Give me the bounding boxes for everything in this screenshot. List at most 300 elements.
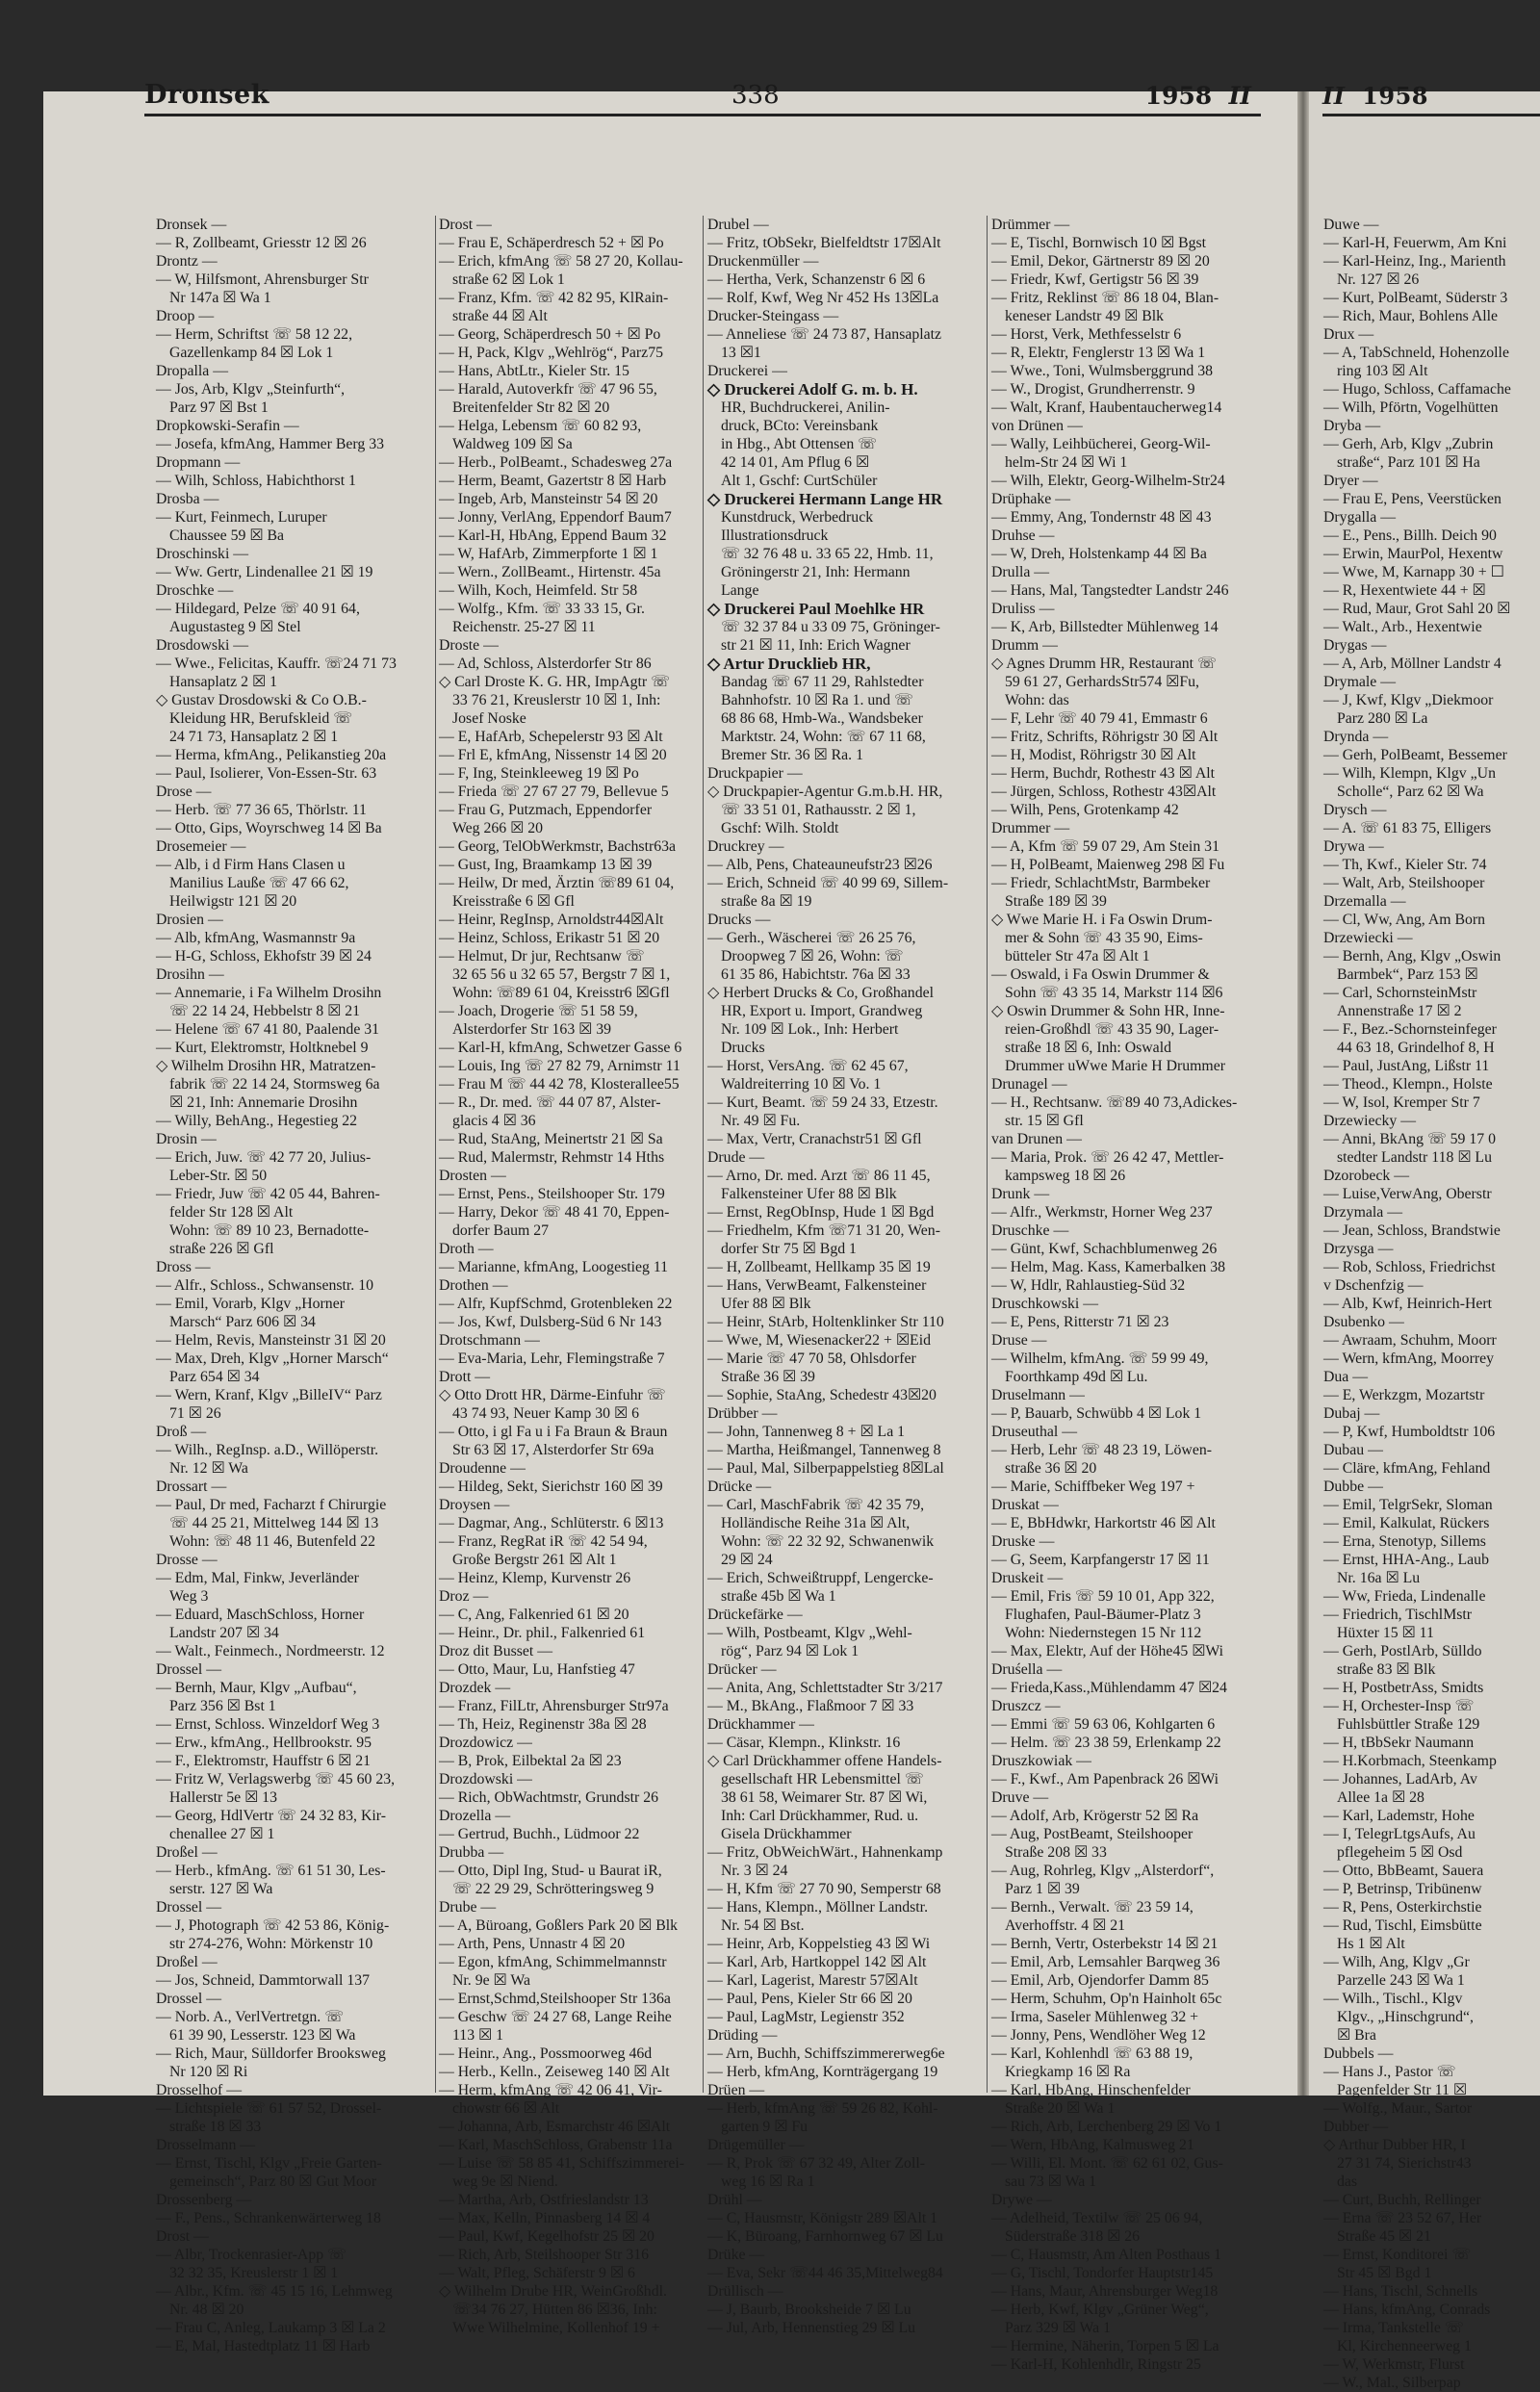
directory-entry-line: — Franz, RegRat iR ☏ 42 54 94, <box>439 1533 648 1550</box>
directory-entry-line: chenallee 27 ☒ 1 <box>169 1826 275 1842</box>
directory-entry-line: 38 61 58, Weimarer Str. 87 ☒ Wi, <box>721 1789 928 1806</box>
directory-entry-line: — Karl-H, kfmAng, Schwetzer Gasse 6 <box>439 1040 682 1056</box>
directory-entry-line: — Bernh, Maur, Klgv „Aufbau“, <box>156 1680 357 1696</box>
directory-entry-line: Droopweg 7 ☒ 26, Wohn: ☏ <box>721 948 904 965</box>
directory-entry-line: — E, BbHdwkr, Harkortstr 46 ☒ Alt <box>991 1515 1216 1531</box>
directory-entry-line: — W., Mal., Silberpap <box>1323 2375 1461 2391</box>
directory-entry-line: — Alb, i d Firm Hans Clasen u <box>156 857 346 873</box>
directory-heading: Drüphake — <box>991 491 1071 507</box>
directory-heading: Drosien — <box>156 912 223 928</box>
directory-entry-line: — Kurt, Feinmech, Luruper <box>156 509 327 526</box>
directory-entry-line: Wohn: Niedernstegen 15 Nr 112 <box>1005 1625 1202 1641</box>
directory-entry-line: Straße 208 ☒ 33 <box>1005 1844 1107 1861</box>
directory-entry-line: — Gerh, PolBeamt, Bessemer <box>1323 747 1507 763</box>
directory-entry-line: — H., Rechtsanw. ☏89 40 73,Adickes- <box>991 1094 1238 1111</box>
directory-entry-line: — Marie, Schiffbeker Weg 197 + <box>991 1479 1195 1495</box>
directory-entry-line: — H, PolBeamt, Maienweg 298 ☒ Fu <box>991 857 1225 873</box>
directory-entry-line: Parz 654 ☒ 34 <box>169 1369 260 1385</box>
directory-entry-line: — Gerh, Arb, Klgv „Zubrin <box>1323 436 1494 452</box>
directory-heading: Druskat — <box>991 1497 1059 1513</box>
directory-heading: Druliss — <box>991 601 1055 617</box>
directory-heading: Drux — <box>1323 326 1374 343</box>
directory-entry-line: — Karl, Arb, Hartkoppel 142 ☒ Alt <box>707 1954 927 1970</box>
directory-heading: Drulla — <box>991 564 1050 580</box>
directory-heading: Drumm — <box>991 637 1058 654</box>
page-title: Dronsek <box>144 80 270 110</box>
directory-entry-line: Wohn: ☏ 22 32 92, Schwanenwik <box>721 1533 935 1550</box>
directory-entry-line: — Frau E, Pens, Veerstücken <box>1323 491 1502 507</box>
directory-entry-line: — Rud, Maur, Grot Sahl 20 ☒ <box>1323 601 1511 617</box>
directory-heading: Droz dit Busset — <box>439 1643 553 1659</box>
directory-entry-line: Breitenfelder Str 82 ☒ 20 <box>452 399 610 416</box>
directory-heading: Drubba — <box>439 1844 504 1861</box>
directory-entry-line: 42 14 01, Am Pflug 6 ☒ <box>721 454 870 471</box>
directory-entry-line: ☒ 21, Inh: Annemarie Drosihn <box>169 1094 358 1111</box>
directory-heading: Dropkowski-Serafin — <box>156 418 299 434</box>
directory-entry-line: ◇ Wwe Marie H. i Fa Oswin Drum- <box>991 912 1213 928</box>
directory-entry-line: Nr. 54 ☒ Bst. <box>721 1917 805 1934</box>
directory-entry-line: — Herm, Schriftst ☏ 58 12 22, <box>156 326 353 343</box>
directory-entry-line: Scholle“, Parz 62 ☒ Wa <box>1337 784 1484 800</box>
directory-entry-line: — Harald, Autoverkfr ☏ 47 96 55, <box>439 381 657 398</box>
directory-entry-line: — Emil, TelgrSekr, Sloman <box>1323 1497 1493 1513</box>
directory-entry-line: garten 9 ☒ Fu <box>721 2119 808 2135</box>
directory-entry-line: Nr. 12 ☒ Wa <box>169 1460 248 1477</box>
directory-entry-line: — Helm, Mag. Kass, Kamerbalken 38 <box>991 1259 1226 1275</box>
directory-entry-line: Marktstr. 24, Wohn: ☏ 67 11 68, <box>721 729 926 745</box>
directory-entry-line: — Herb., PolBeamt., Schadesweg 27a <box>439 454 673 471</box>
directory-entry-line: — E, Werkzgm, Mozartstr <box>1323 1387 1485 1403</box>
directory-entry-line: — Karl, Lademstr, Hohe <box>1323 1808 1475 1824</box>
directory-heading: Drott — <box>439 1369 491 1385</box>
directory-entry-line: straße 8a ☒ 19 <box>721 893 812 910</box>
directory-entry-line: — Wilh, Pförtn, Vogelhütten <box>1323 399 1499 416</box>
directory-column-4 <box>991 216 1297 2373</box>
directory-entry-line: serstr. 127 ☒ Wa <box>169 1881 273 1897</box>
directory-heading: Dsubenko — <box>1323 1314 1404 1330</box>
directory-heading: Drosin — <box>156 1131 217 1147</box>
directory-heading: Drozdowicz — <box>439 1735 532 1751</box>
directory-heading: Druschke — <box>991 1222 1069 1239</box>
directory-entry-line: — J, Photograph ☏ 42 53 86, König- <box>156 1917 390 1934</box>
directory-entry-line: straße 18 ☒ 6, Inh: Oswald <box>1005 1040 1171 1056</box>
directory-entry-line: — Hans, AbtLtr., Kieler Str. 15 <box>439 363 629 379</box>
directory-entry-line: — Luise,VerwAng, Oberstr <box>1323 1186 1492 1202</box>
directory-entry-line: — Anneliese ☏ 24 73 87, Hansaplatz <box>707 326 942 343</box>
directory-entry-line: — Hildegard, Pelze ☏ 40 91 64, <box>156 601 360 617</box>
directory-entry-line: — W, Hilfsmont, Ahrensburger Str <box>156 271 369 288</box>
directory-entry-line: Annenstraße 17 ☒ 2 <box>1337 1003 1462 1019</box>
directory-entry-line: — Ad, Schloss, Alsterdorfer Str 86 <box>439 656 652 672</box>
directory-heading: Droysen — <box>439 1497 510 1513</box>
directory-entry-line: — Lichtspiele ☏ 61 57 52, Drossel- <box>156 2100 382 2117</box>
directory-heading: Dubber — <box>1323 2119 1389 2135</box>
directory-entry-line: gesellschaft HR Lebensmittel ☏ <box>721 1771 924 1788</box>
directory-entry-line: Holländische Reihe 31a ☒ Alt, <box>721 1515 911 1531</box>
directory-entry-line: — Emmy, Ang, Tondernstr 48 ☒ 43 <box>991 509 1212 526</box>
directory-entry-line: — Bernh., Verwalt. ☏ 23 59 14, <box>991 1899 1194 1916</box>
directory-entry-line: — R, Pens, Osterkirchstie <box>1323 1899 1482 1916</box>
directory-entry-line: Weg 3 <box>169 1588 209 1605</box>
directory-entry-line: — Wwe, M, Wiesenacker22 + ☒Eid <box>707 1332 931 1349</box>
directory-entry-line: — Albr, Trockenrasier-App ☏ <box>156 2247 346 2263</box>
directory-entry-line: Parzelle 243 ☒ Wa 1 <box>1337 1972 1465 1989</box>
directory-entry-line: Klgv., „Hinschgrund“, <box>1337 2009 1474 2025</box>
directory-heading: Dross — <box>156 1259 211 1275</box>
directory-entry-line: — B, Prok, Eilbektal 2a ☒ 23 <box>439 1753 622 1769</box>
directory-heading: Dryba — <box>1323 418 1381 434</box>
directory-entry-line: — Fritz, ObWeichWärt., Hahnenkamp <box>707 1844 943 1861</box>
directory-entry-line: — Gust, Ing, Braamkamp 13 ☒ 39 <box>439 857 653 873</box>
directory-entry-line: — Helm, Revis, Mansteinstr 31 ☒ 20 <box>156 1332 386 1349</box>
directory-entry-line: — Friedhelm, Kfm ☏71 31 20, Wen- <box>707 1222 940 1239</box>
directory-entry-line: — Ernst, Tischl, Klgv „Freie Garten- <box>156 2155 382 2172</box>
directory-entry-line: — Friedr, Kwf, Gertigstr 56 ☒ 39 <box>991 271 1199 288</box>
directory-heading: Drosdowski — <box>156 637 249 654</box>
directory-entry-line: — Rich, Maur, Bohlens Alle <box>1323 308 1499 324</box>
directory-entry-line: Gisela Drückhammer <box>721 1826 852 1842</box>
directory-entry-line: Str 45 ☒ Bgd 1 <box>1337 2265 1432 2281</box>
directory-entry-line: Hallerstr 5e ☒ 13 <box>169 1789 277 1806</box>
directory-entry-line: ◇ Carl Drückhammer offene Handels- <box>707 1753 942 1769</box>
directory-entry-line: — Helga, Lebensm ☏ 60 82 93, <box>439 418 642 434</box>
directory-entry-line: — Joach, Drogerie ☏ 51 58 59, <box>439 1003 638 1019</box>
directory-heading: van Drunen — <box>991 1131 1082 1147</box>
directory-entry-line: — Ww. Gertr, Lindenallee 21 ☒ 19 <box>156 564 373 580</box>
directory-entry-line: — Erich, Schneid ☏ 40 99 69, Sillem- <box>707 875 949 891</box>
right-header-text <box>1322 82 1428 110</box>
right-volume: II <box>1322 82 1346 110</box>
directory-entry-line: — John, Tannenweg 8 + ☒ La 1 <box>707 1424 906 1440</box>
directory-entry-line: — W, Dreh, Holstenkamp 44 ☒ Ba <box>991 546 1207 562</box>
directory-entry-line: mer & Sohn ☏ 43 35 90, Eims- <box>1005 930 1203 946</box>
directory-entry-line: Allee 1a ☒ 28 <box>1337 1789 1424 1806</box>
directory-entry-line: ◇ Carl Droste K. G. HR, ImpAgtr ☏ <box>439 674 670 690</box>
directory-entry-line: — Heilw, Dr med, Ärztin ☏89 61 04, <box>439 875 675 891</box>
directory-entry-line: ◇ Druckpapier-Agentur G.m.b.H. HR, <box>707 784 943 800</box>
directory-heading: Drozella — <box>439 1808 511 1824</box>
directory-entry-line: Straße 36 ☒ 39 <box>721 1369 815 1385</box>
directory-heading: Droop — <box>156 308 215 324</box>
directory-entry-line: — Ernst,Schmd,Steilshooper Str 136a <box>439 1991 671 2007</box>
directory-entry-line: — Wilh, Schloss, Habichthorst 1 <box>156 473 356 489</box>
directory-entry-line: sau 73 ☒ Wa 1 <box>1005 2173 1097 2190</box>
directory-heading: Drotschmann — <box>439 1332 540 1349</box>
directory-entry-line: — Curt, Buchh, Rellinger <box>1323 2192 1481 2208</box>
directory-entry-line: — Erna ☏ 23 52 67, Her <box>1323 2210 1482 2226</box>
directory-entry-line: — Rolf, Kwf, Weg Nr 452 Hs 13☒La <box>707 290 939 306</box>
directory-entry-line: dorfer Str 75 ☒ Bgd 1 <box>721 1241 857 1257</box>
directory-entry-line: — Carl, MaschFabrik ☏ 42 35 79, <box>707 1497 925 1513</box>
directory-entry-line: — Ernst, Schloss. Winzeldorf Weg 3 <box>156 1716 380 1733</box>
directory-entry-line: ◇ Herbert Drucks & Co, Großhandel <box>707 985 935 1001</box>
directory-heading: Drothen — <box>439 1277 508 1294</box>
directory-entry-line: — Otto, i gl Fa u i Fa Braun & Braun <box>439 1424 668 1440</box>
directory-entry-line: — H, PostbetrAss, Smidts <box>1323 1680 1484 1696</box>
directory-entry-line: 32 65 56 u 32 65 57, Bergstr 7 ☒ 1, <box>452 966 671 983</box>
directory-entry-line: — Eva-Maria, Lehr, Flemingstraße 7 <box>439 1350 665 1367</box>
directory-entry-line: — Anni, BkAng ☏ 59 17 0 <box>1323 1131 1497 1147</box>
directory-entry-line: Flughafen, Paul-Bäumer-Platz 3 <box>1005 1607 1201 1623</box>
directory-entry-line: 24 71 73, Hansaplatz 2 ☒ 1 <box>169 729 339 745</box>
directory-entry-line: — Wolfg., Maur., Sartor <box>1323 2100 1473 2117</box>
directory-entry-line: — H, Kfm ☏ 27 70 90, Semperstr 68 <box>707 1881 941 1897</box>
directory-entry-line: — Erich, Schweißtruppf, Lengercke- <box>707 1570 934 1586</box>
directory-heading: Drzewiecky — <box>1323 1113 1417 1129</box>
directory-heading: Dryer — <box>1323 473 1378 489</box>
directory-entry-line: 44 63 18, Grindelhof 8, H <box>1337 1040 1495 1056</box>
directory-heading: Drühl — <box>707 2192 762 2208</box>
directory-entry-line: str 21 ☒ 11, Inh: Erich Wagner <box>721 637 911 654</box>
directory-entry-line: — E, Pens, Ritterstr 71 ☒ 23 <box>991 1314 1169 1330</box>
directory-entry-line: ◇ Otto Drott HR, Därme-Einfuhr ☏ <box>439 1387 666 1403</box>
directory-entry-line: Str 63 ☒ 17, Alsterdorfer Str 69a <box>452 1442 654 1458</box>
directory-entry-line: Nr. 9e ☒ Wa <box>452 1972 531 1989</box>
directory-entry-line: Josef Noske <box>452 710 526 727</box>
directory-entry-line: — Helmut, Dr jur, Rechtsanw ☏ <box>439 948 645 965</box>
directory-entry-line: — Erich, kfmAng ☏ 58 27 20, Kollau- <box>439 253 683 270</box>
directory-entry-line: Alt 1, Gschf: CurtSchüler <box>721 473 878 489</box>
directory-entry-line: — Johanna, Arb, Esmarchstr 46 ☒Alt <box>439 2119 671 2135</box>
directory-heading: Druckrey — <box>707 838 784 855</box>
directory-heading: Drozdek — <box>439 1680 511 1696</box>
directory-entry-line: — Louis, Ing ☏ 27 82 79, Arnimstr 11 <box>439 1058 680 1074</box>
directory-entry-line: — W, Hdlr, Rahlaustieg-Süd 32 <box>991 1277 1186 1294</box>
directory-entry-line: — Emil, Kalkulat, Rückers <box>1323 1515 1490 1531</box>
directory-entry-line: — Bernh, Vertr, Osterbekstr 14 ☒ 21 <box>991 1936 1219 1952</box>
directory-entry-line: Barmbek“, Parz 153 ☒ <box>1337 966 1478 983</box>
directory-heading: Drucks — <box>707 912 771 928</box>
directory-entry-line: chowstr 66 ☒ Alt <box>452 2100 560 2117</box>
directory-entry-line: — Ernst, Konditorei ☏ <box>1323 2247 1472 2263</box>
directory-entry-line: — K, Arb, Billstedter Mühlenweg 14 <box>991 619 1219 635</box>
directory-entry-line: — Karl-H, HbAng, Eppend Baum 32 <box>439 527 667 544</box>
directory-entry-line: Manilius Lauße ☏ 47 66 62, <box>169 875 349 891</box>
directory-entry-line: — Friedr, Juw ☏ 42 05 44, Bahren- <box>156 1186 380 1202</box>
directory-entry-line: ☏ 44 25 21, Mittelweg 144 ☒ 13 <box>169 1515 379 1531</box>
directory-entry-line: straße 45b ☒ Wa 1 <box>721 1588 836 1605</box>
directory-entry-line: Gschf: Wilh. Stoldt <box>721 820 839 836</box>
directory-entry-line: — P, Bauarb, Schwübb 4 ☒ Lok 1 <box>991 1405 1202 1422</box>
directory-entry-line: Fuhlsbüttler Straße 129 <box>1337 1716 1480 1733</box>
volume-text: II <box>1228 82 1251 110</box>
directory-entry-line: Nr. 127 ☒ 26 <box>1337 271 1420 288</box>
directory-entry-line: ☏ 22 29 29, Schrötteringsweg 9 <box>452 1881 654 1897</box>
directory-entry-line: 43 74 93, Neuer Kamp 30 ☒ 6 <box>452 1405 640 1422</box>
directory-entry-line: — Wilh, Elektr, Georg-Wilhelm-Str24 <box>991 473 1225 489</box>
directory-entry-line: — Maria, Prok. ☏ 26 42 47, Mettler- <box>991 1149 1224 1166</box>
directory-entry-line: — C, Hausmstr, Am Alten Posthaus 1 <box>991 2247 1221 2263</box>
directory-entry-line: — Rich, Arb, Steilshooper Str 316 <box>439 2247 650 2263</box>
directory-entry-line: — Wwe., Felicitas, Kauffr. ☏24 71 73 <box>156 656 397 672</box>
directory-entry-line: pflegeheim 5 ☒ Osd <box>1337 1844 1463 1861</box>
directory-entry-line: — W., Drogist, Grundherrenstr. 9 <box>991 381 1195 398</box>
directory-entry-line: ◇ Artur Drucklieb HR, <box>707 655 871 673</box>
directory-entry-line: — Th, Kwf., Kieler Str. 74 <box>1323 857 1487 873</box>
directory-entry-line: Waldreiterring 10 ☒ Vo. 1 <box>721 1076 882 1093</box>
directory-entry-line: — H-G, Schloss, Ekhofstr 39 ☒ 24 <box>156 948 372 965</box>
directory-entry-line: — Arn, Buchh, Schiffszimmererweg6e <box>707 2045 945 2062</box>
directory-entry-line: — Karl, Kohlenhdl ☏ 63 88 19, <box>991 2045 1194 2062</box>
directory-entry-line: — F., Kwf., Am Papenbrack 26 ☒Wi <box>991 1771 1219 1788</box>
directory-entry-line: weg 16 ☒ Ra 1 <box>721 2173 815 2190</box>
directory-entry-line: Kleidung HR, Berufskleid ☏ <box>169 710 352 727</box>
directory-entry-line: — Fritz, tObSekr, Bielfeldtstr 17☒Alt <box>707 235 941 251</box>
directory-entry-line: — Dagmar, Ang., Schlüterstr. 6 ☒13 <box>439 1515 664 1531</box>
directory-entry-line: 68 86 68, Hmb-Wa., Wandsbeker <box>721 710 923 727</box>
directory-entry-line: ☒ Bra <box>1337 2027 1376 2044</box>
directory-entry-line: straße 18 ☒ 33 <box>169 2119 262 2135</box>
directory-entry-line: — E, Tischl, Bornwisch 10 ☒ Bgst <box>991 235 1207 251</box>
directory-entry-line: — Georg, Schäperdresch 50 + ☒ Po <box>439 326 661 343</box>
directory-entry-line: — Gerh., Wäscherei ☏ 26 25 76, <box>707 930 916 946</box>
directory-entry-line: — Emmi ☏ 59 63 06, Kohlgarten 6 <box>991 1716 1216 1733</box>
directory-heading: Druskeit — <box>991 1570 1064 1586</box>
directory-entry-line: rög“, Parz 94 ☒ Lok 1 <box>721 1643 860 1659</box>
directory-entry-line: — Anita, Ang, Schlettstadter Str 3/217 <box>707 1680 943 1696</box>
directory-entry-line: — Adolf, Arb, Krögerstr 52 ☒ Ra <box>991 1808 1199 1824</box>
directory-entry-line: — Frau C, Anleg, Laukamp 3 ☒ La 2 <box>156 2320 386 2336</box>
directory-entry-line: — Heinr, StArb, Holtenklinker Str 110 <box>707 1314 944 1330</box>
directory-entry-line: — Hans, Tischl, Schnells <box>1323 2283 1478 2300</box>
directory-entry-line: — Rich, Maur, Sülldorfer Brooksweg <box>156 2045 386 2062</box>
directory-entry-line: — Heinz, Klemp, Kurvenstr 26 <box>439 1570 631 1586</box>
directory-entry-line: — Geschw ☏ 24 27 68, Lange Reihe <box>439 2009 672 2025</box>
directory-heading: Drzysga — <box>1323 1241 1394 1257</box>
directory-entry-line: — Irma, Saseler Mühlenweg 32 + <box>991 2009 1199 2025</box>
directory-entry-line: — Wilh, Klempn, Klgv „Un <box>1323 765 1496 782</box>
directory-entry-line: — Alb, kfmAng, Wasmannstr 9a <box>156 930 356 946</box>
directory-entry-line: ◇ Druckerei Hermann Lange HR <box>707 490 943 508</box>
directory-entry-line: Parz 356 ☒ Bst 1 <box>169 1698 276 1714</box>
directory-entry-line: — Wilhelm, kfmAng. ☏ 59 99 49, <box>991 1350 1209 1367</box>
directory-heading: Drossel — <box>156 1991 222 2007</box>
directory-entry-line: — Friedrich, TischlMstr <box>1323 1607 1473 1623</box>
directory-entry-line: — Wwe., Toni, Wulmsberggrund 38 <box>991 363 1214 379</box>
directory-heading: Druhse — <box>991 527 1055 544</box>
directory-heading: Drossart — <box>156 1479 227 1495</box>
directory-entry-line: — Edm, Mal, Finkw, Jeverländer <box>156 1570 359 1586</box>
directory-entry-line: — A, Büroang, Goßlers Park 20 ☒ Blk <box>439 1917 679 1934</box>
directory-entry-line: Wohn: ☏ 48 11 46, Butenfeld 22 <box>169 1533 376 1550</box>
directory-entry-line: — R, Prok ☏ 67 32 49, Alter Zoll- <box>707 2155 925 2172</box>
directory-entry-line: — Emil, Dekor, Gärtnerstr 89 ☒ 20 <box>991 253 1210 270</box>
directory-entry-line: — Arth, Pens, Unnastr 4 ☒ 20 <box>439 1936 626 1952</box>
directory-entry-line: — Sophie, StaAng, Schedestr 43☒20 <box>707 1387 937 1403</box>
directory-entry-line: — K, Büroang, Farnhornweg 67 ☒ Lu <box>707 2228 943 2245</box>
directory-entry-line: — Herm, Beamt, Gazertstr 8 ☒ Harb <box>439 473 667 489</box>
year-text: 1958 <box>1144 82 1213 110</box>
directory-entry-line: Marsch“ Parz 606 ☒ 34 <box>169 1314 316 1330</box>
directory-entry-line: — Herm, Schuhm, Op'n Hainholt 65c <box>991 1991 1222 2007</box>
directory-entry-line: — Rob, Schloss, Friedrichst <box>1323 1259 1496 1275</box>
directory-heading: Droste — <box>439 637 499 654</box>
directory-heading: Drube — <box>439 1899 497 1916</box>
directory-entry-line: Reichenstr. 25-27 ☒ 11 <box>452 619 596 635</box>
directory-heading: Drymale — <box>1323 674 1397 690</box>
directory-entry-line: — Eva, Sekr ☏44 46 35,Mittelweg84 <box>707 2265 943 2281</box>
directory-entry-line: — Heinz, Schloss, Erikastr 51 ☒ 20 <box>439 930 660 946</box>
directory-entry-line: ◇ Gustav Drosdowski & Co O.B.- <box>156 692 367 708</box>
directory-heading: Drossel — <box>156 1899 222 1916</box>
directory-entry-line: felder Str 128 ☒ Alt <box>169 1204 294 1221</box>
directory-entry-line: — Johannes, LadArb, Av <box>1323 1771 1477 1788</box>
directory-entry-line: 113 ☒ 1 <box>452 2027 504 2044</box>
directory-heading: Drynda — <box>1323 729 1389 745</box>
directory-entry-line: — Martha, Heißmangel, Tannenweg 8 <box>707 1442 941 1458</box>
directory-entry-line: — A, TabSchneld, Hohenzolle <box>1323 345 1509 361</box>
directory-entry-line: — Erw., kfmAng., Hellbrookstr. 95 <box>156 1735 372 1751</box>
directory-entry-line: — Hans, kfmAng, Conrads <box>1323 2302 1491 2318</box>
directory-entry-line: — Heinr., Ang., Possmoorweg 46d <box>439 2045 653 2062</box>
directory-heading: Duwe — <box>1323 217 1379 233</box>
directory-entry-line: — Willi, El. Mont. ☏ 62 61 02, Gus- <box>991 2155 1223 2172</box>
directory-entry-line: ◇ Druckerei Paul Moehlke HR <box>707 600 925 618</box>
directory-entry-line: — E, HafArb, Schepelerstr 93 ☒ Alt <box>439 729 663 745</box>
directory-entry-line: — Herb., Kelln., Zeiseweg 140 ☒ Alt <box>439 2064 670 2080</box>
directory-entry-line: ring 103 ☒ Alt <box>1337 363 1428 379</box>
directory-entry-line: — Otto, Maur, Lu, Hanfstieg 47 <box>439 1661 635 1678</box>
directory-heading: Druckpapier — <box>707 765 803 782</box>
directory-entry-line: — Otto, BbBeamt, Sauera <box>1323 1863 1484 1879</box>
directory-entry-line: — R, Zollbeamt, Griesstr 12 ☒ 26 <box>156 235 367 251</box>
column-divider <box>703 216 704 2093</box>
directory-entry-line: Kreisstraße 6 ☒ Gfl <box>452 893 575 910</box>
directory-entry-line: — H, Zollbeamt, Hellkamp 35 ☒ 19 <box>707 1259 931 1275</box>
directory-entry-line: glacis 4 ☒ 36 <box>452 1113 536 1129</box>
directory-entry-line: — Wolfg., Kfm. ☏ 33 33 15, Gr. <box>439 601 645 617</box>
directory-entry-line: — Kurt, Beamt. ☏ 59 24 33, Etzestr. <box>707 1094 938 1111</box>
directory-heading: Druszcz — <box>991 1698 1061 1714</box>
directory-entry-line: Nr 147a ☒ Wa 1 <box>169 290 271 306</box>
directory-entry-line: — Norb. A., VerlVertretgn. ☏ <box>156 2009 344 2025</box>
directory-entry-line: — Ernst, RegObInsp, Hude 1 ☒ Bgd <box>707 1204 935 1221</box>
directory-heading: Drübber — <box>707 1405 778 1422</box>
directory-heading: Dubaj — <box>1323 1405 1380 1422</box>
directory-heading: v Dschenfzig — <box>1323 1277 1424 1294</box>
directory-heading: von Drünen — <box>991 418 1083 434</box>
directory-entry-line: — Rich, ObWachtmstr, Grundstr 26 <box>439 1789 658 1806</box>
directory-heading: Droschinski — <box>156 546 249 562</box>
directory-heading: Drygas — <box>1323 637 1387 654</box>
directory-entry-line: ◇ Oswin Drummer & Sohn HR, Inne- <box>991 1003 1225 1019</box>
directory-heading: Drüen — <box>707 2082 765 2098</box>
directory-entry-line: — Fritz W, Verlagswerbg ☏ 45 60 23, <box>156 1771 396 1788</box>
directory-heading: Dubau — <box>1323 1442 1383 1458</box>
directory-heading: Drose — <box>156 784 212 800</box>
directory-entry-line: — Karl, HbAng, Hinschenfelder <box>991 2082 1191 2098</box>
directory-entry-line: — Walt., Feinmech., Nordmeerstr. 12 <box>156 1643 385 1659</box>
directory-heading: Drosse — <box>156 1552 218 1568</box>
directory-entry-line: — C, Hausmstr, Königstr 289 ☒Alt 1 <box>707 2210 938 2226</box>
directory-entry-line: — Paul, Mal, Silberpappelstieg 8☒Lal <box>707 1460 944 1477</box>
directory-entry-line: helm-Str 24 ☒ Wi 1 <box>1005 454 1128 471</box>
directory-entry-line: — Irma, Tankstelle ☏ <box>1323 2320 1464 2336</box>
directory-entry-line: HR, Buchdruckerei, Anilin- <box>721 399 890 416</box>
directory-entry-line: — Jürgen, Schloss, Rothestr 43☒Alt <box>991 784 1217 800</box>
directory-entry-line: Gazellenkamp 84 ☒ Lok 1 <box>169 345 334 361</box>
directory-entry-line: str 274-276, Wohn: Mörkenstr 10 <box>169 1936 373 1952</box>
directory-entry-line: — Paul, Isolierer, Von-Essen-Str. 63 <box>156 765 377 782</box>
directory-entry-line: — Hermine, Näherin, Torpen 5 ☒ La <box>991 2338 1219 2354</box>
directory-entry-line: — Ernst, HHA-Ang., Laub <box>1323 1552 1489 1568</box>
directory-entry-line: — Max, Dreh, Klgv „Horner Marsch“ <box>156 1350 389 1367</box>
directory-entry-line: — Theod., Klempn., Holste <box>1323 1076 1493 1093</box>
directory-entry-line: — Marie ☏ 47 70 58, Ohlsdorfer <box>707 1350 916 1367</box>
directory-entry-line: Straße 45 ☒ 21 <box>1337 2228 1431 2245</box>
directory-entry-line: Waldweg 109 ☒ Sa <box>452 436 573 452</box>
directory-entry-line: HR, Export u. Import, Grandweg <box>721 1003 923 1019</box>
